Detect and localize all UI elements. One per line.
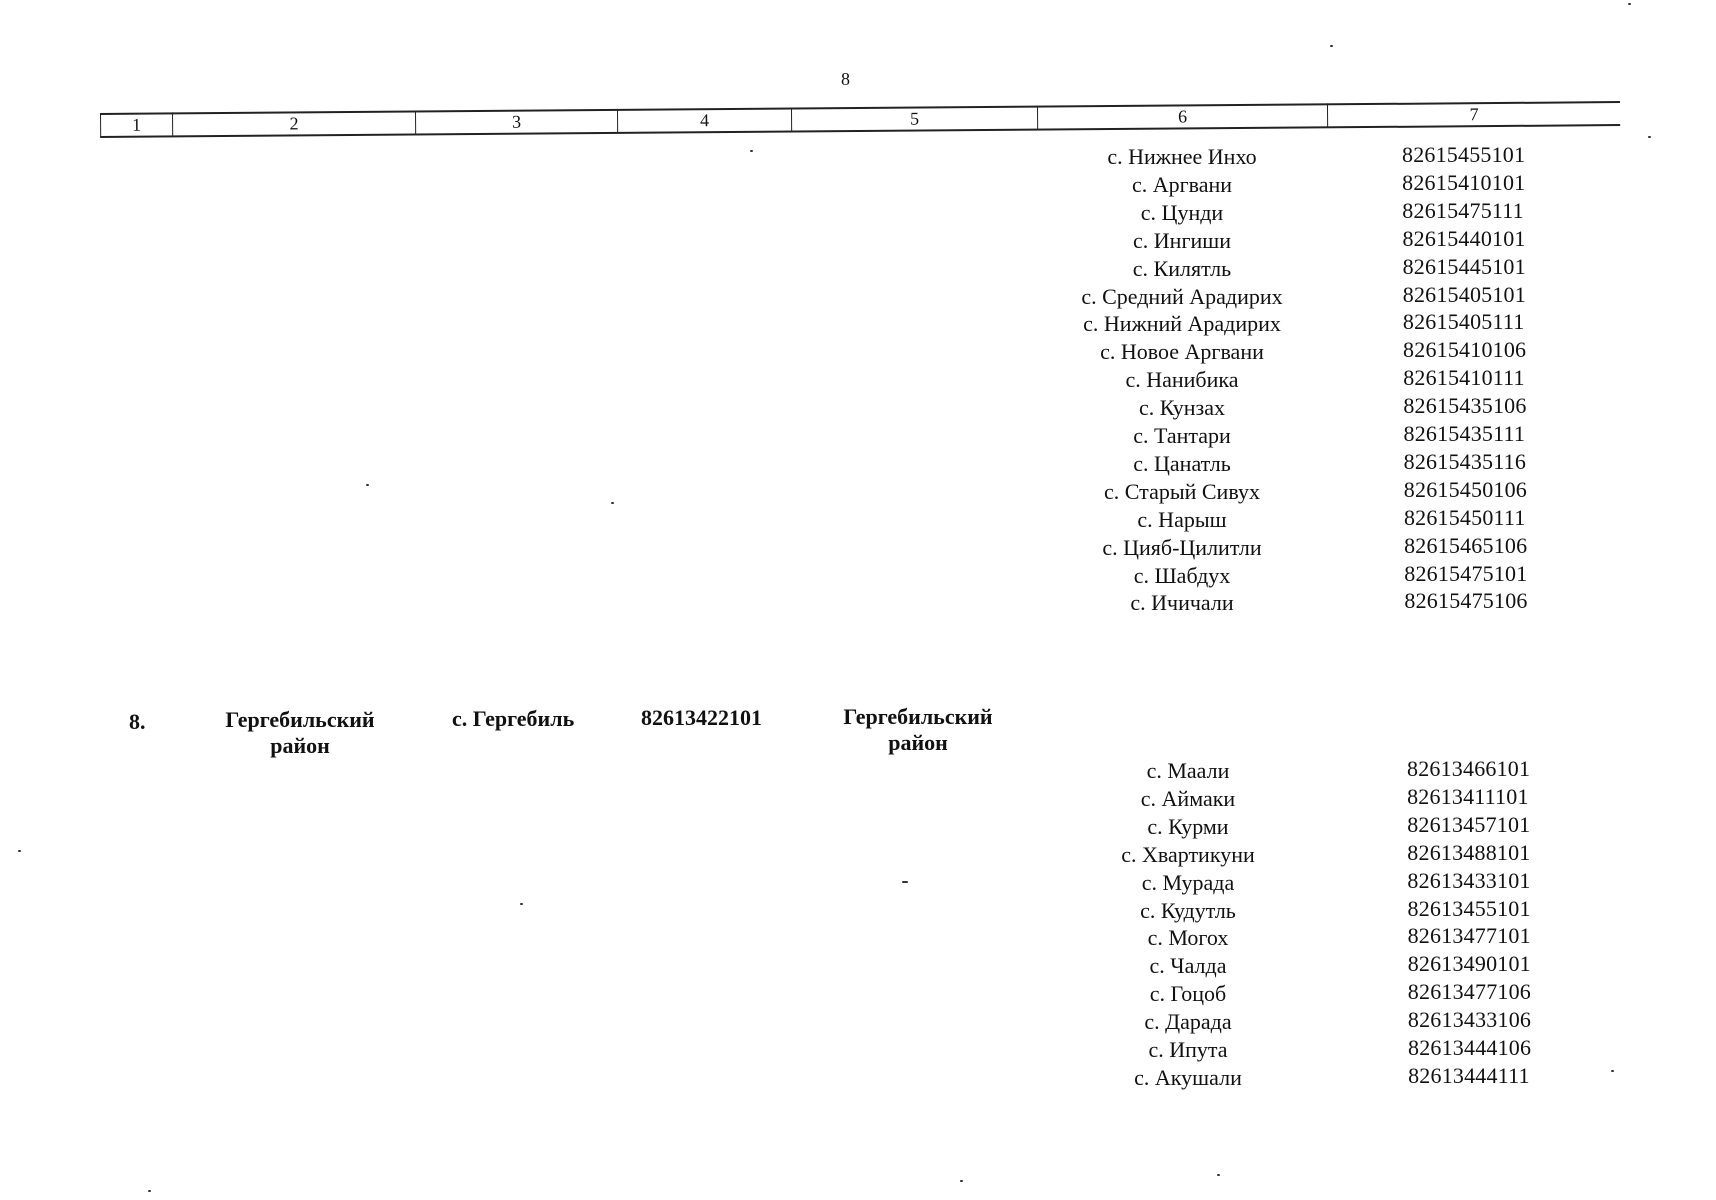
scan-speck: [750, 150, 753, 152]
scan-speck: [1217, 1174, 1220, 1176]
column-header-4: 4: [617, 108, 791, 133]
settlement-name: с. Дарада: [1144, 1009, 1232, 1035]
scan-speck: [1628, 3, 1631, 5]
settlement-code: 82613477101: [1407, 923, 1531, 949]
scan-speck: [18, 850, 21, 852]
settlement-code: 82613433101: [1407, 867, 1531, 893]
district-center: с. Гергебиль: [452, 706, 575, 731]
settlement-code: 82615410101: [1402, 169, 1526, 195]
table-header-row: [100, 101, 1620, 137]
scan-speck: [148, 1190, 151, 1192]
scan-speck: [960, 1180, 963, 1182]
settlement-code: 82613488101: [1407, 839, 1531, 865]
column-header-3: 3: [415, 109, 617, 135]
settlement-code: 82615475101: [1404, 560, 1528, 586]
district-number: 8.: [129, 709, 146, 734]
district-name: [200, 707, 400, 760]
settlement-code: 82615410111: [1403, 365, 1525, 391]
settlement-name: с. Шабдух: [1133, 562, 1231, 588]
settlement-code: 82613444106: [1408, 1035, 1532, 1060]
municipality-name-line2: район: [888, 730, 948, 756]
column-header-5: 5: [791, 106, 1037, 132]
settlement-code: 82615475111: [1402, 197, 1524, 223]
settlement-code: 82613457101: [1407, 811, 1531, 837]
settlement-name: с. Нижний Арадирих: [1083, 311, 1281, 337]
settlement-name: с. Цияб-Цилитли: [1102, 534, 1262, 560]
settlement-code: 82615455101: [1402, 142, 1526, 167]
settlement-name: с. Гоцоб: [1149, 981, 1227, 1007]
settlement-name: с. Ичичали: [1130, 590, 1234, 616]
settlement-name: с. Мурада: [1141, 869, 1235, 895]
settlement-code: 82615435106: [1403, 393, 1527, 419]
scan-speck: [520, 903, 523, 905]
settlement-code: 82613477106: [1407, 979, 1531, 1005]
scan-speck: [611, 502, 614, 504]
scan-speck: [1611, 1070, 1614, 1072]
settlement-name: с. Средний Арадирих: [1081, 283, 1283, 309]
settlement-name: с. Аргвани: [1131, 171, 1233, 197]
settlement-name: с. Акушали: [1134, 1064, 1242, 1090]
settlement-code: 82615410106: [1403, 337, 1527, 363]
scan-speck: [366, 484, 369, 486]
settlement-code: 82615440101: [1402, 225, 1526, 251]
settlement-code: 82613466101: [1407, 756, 1531, 781]
settlement-code: 82615450106: [1403, 476, 1527, 502]
municipality-name: [818, 704, 1018, 757]
column-header-1: 1: [100, 112, 172, 137]
scan-speck: [902, 881, 908, 883]
settlement-name: с. Аймаки: [1140, 785, 1236, 811]
settlement-name: с. Могох: [1147, 925, 1229, 951]
settlement-code: 82615445101: [1402, 253, 1526, 279]
settlement-code: 82615435116: [1403, 448, 1527, 474]
settlement-name: с. Нарыш: [1137, 506, 1227, 532]
settlement-name: с. Кудутль: [1140, 897, 1236, 923]
settlement-name: с. Цунди: [1140, 199, 1224, 225]
column-header-2: 2: [172, 111, 415, 137]
column-header-7: 7: [1327, 101, 1620, 127]
district-name-line1: Гергебильский: [225, 707, 375, 732]
settlement-name: с. Курми: [1147, 813, 1229, 839]
column-header-6: 6: [1037, 103, 1327, 129]
scan-speck: [1648, 136, 1651, 138]
settlement-code: 82613411101: [1407, 783, 1529, 809]
settlement-code: 82615435111: [1403, 421, 1526, 446]
settlement-name: с. Маали: [1146, 758, 1230, 783]
settlement-name: с. Килятль: [1132, 255, 1232, 281]
settlement-name: с. Кунзах: [1138, 395, 1225, 421]
settlement-name: с. Ингиши: [1133, 227, 1231, 253]
settlement-code: 82613490101: [1407, 951, 1531, 977]
settlement-code: 82615475106: [1404, 588, 1528, 614]
settlement-name: с. Цанатль: [1133, 450, 1231, 476]
settlement-name: с. Тантари: [1133, 423, 1231, 448]
settlement-name: с. Нижнее Инхо: [1107, 144, 1257, 169]
municipality-name-line1: Гергебильский: [843, 704, 993, 729]
page-number: 8: [841, 69, 850, 89]
district-center-code: 82613422101: [641, 705, 762, 730]
settlement-name: с. Чалда: [1149, 953, 1227, 979]
settlement-code: 82613455101: [1407, 895, 1531, 921]
settlement-code: 82613433106: [1407, 1007, 1532, 1033]
settlement-code: 82615405101: [1402, 281, 1526, 307]
scan-speck: [1330, 45, 1333, 47]
settlement-code: 82613444111: [1408, 1062, 1530, 1088]
settlement-code: 82615465106: [1404, 532, 1528, 558]
settlement-name: с. Старый Сивух: [1104, 478, 1260, 504]
settlement-name: с. Новое Аргвани: [1100, 339, 1264, 365]
settlement-code: 82615405111: [1402, 309, 1525, 335]
settlement-name: с. Нанибика: [1125, 367, 1239, 393]
district-name-line2: район: [270, 733, 330, 759]
settlement-name: с. Хвартикуни: [1121, 841, 1255, 867]
settlement-code: 82615450111: [1403, 504, 1526, 530]
settlement-name: с. Ипута: [1148, 1037, 1228, 1062]
